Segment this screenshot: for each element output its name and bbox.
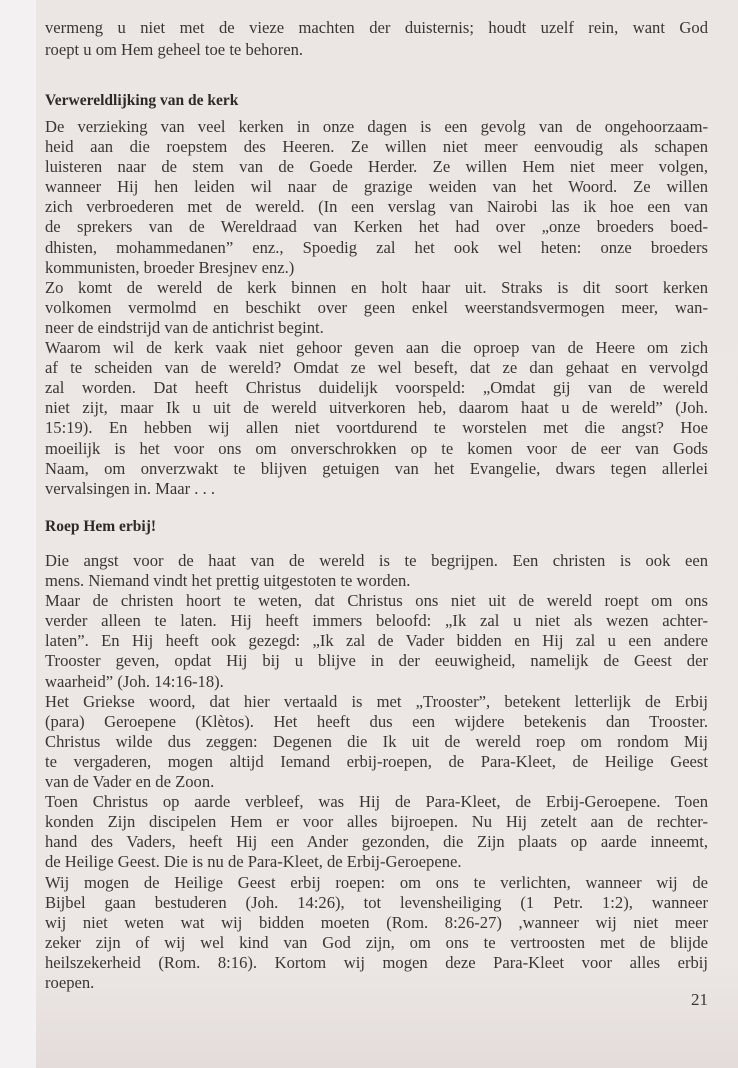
text-line: mens. Niemand vindt het prettig uitgestoten te worden. xyxy=(45,571,411,591)
text-line: Maar de christen hoort te weten, dat Christus ons niet uit de wereld roept om ons xyxy=(45,591,708,611)
text-line: laten”. En Hij heeft ook gezegd: „Ik zal de Vader bidden en Hij zal u een andere xyxy=(45,631,708,651)
paragraph xyxy=(45,792,708,872)
text-line: moeilijk is het voor ons om onverschrokken op te komen voor de eer van Gods xyxy=(45,438,708,458)
text-line: Trooster geven, opdat Hij bij u blijve in der eeuwigheid, namelijk de Geest der xyxy=(45,651,708,671)
text-line: roept u om Hem geheel toe te behoren. xyxy=(45,40,304,59)
text-line: vervalsingen in. Maar . . . xyxy=(45,478,216,498)
page-number: 21 xyxy=(691,990,708,1009)
text-line: Christus wilde dus zeggen: Degenen die Ik uit de wereld roep om rondom Mij xyxy=(45,731,708,751)
text-line: Wij mogen de Heilige Geest erbij roepen: om ons te verlichten, wanneer wij de xyxy=(45,872,708,892)
text-line: waarheid” (Joh. 14:16-18). xyxy=(45,671,224,691)
text-line: verder alleen te laten. Hij heeft immers beloofd: „Ik zal u niet als wezen achter- xyxy=(45,611,708,631)
text-line: zal worden. Dat heeft Christus duidelijk voorspeld: „Omdat gij van de wereld xyxy=(45,378,708,398)
text-line: De verzieking van veel kerken in onze dagen is een gevolg van de ongehoorzaam- xyxy=(45,117,708,136)
text-line: de sprekers van de Wereldraad van Kerken het had over „onze broeders boed- xyxy=(45,217,708,237)
text-line: Die angst voor de haat van de wereld is te begrijpen. Een christen is ook een xyxy=(45,551,708,570)
text-line: (para) Geroepene (Klètos). Het heeft dus een wijdere betekenis dan Trooster. xyxy=(45,711,708,731)
paragraph xyxy=(45,551,708,591)
text-line: roepen. xyxy=(45,972,95,992)
text-line: neer de eindstrijd van de antichrist begint. xyxy=(45,317,324,337)
text-line: Toen Christus op aarde verbleef, was Hij de Para-Kleet, de Erbij-Geroepene. Toen xyxy=(45,792,708,812)
text-line: dhisten, mohammedanen” enz., Spoedig zal het ook wel heten: onze broeders xyxy=(45,237,708,257)
text-line: te vergaderen, mogen altijd Iemand erbij-roepen, de Para-Kleet, de Heilige Geest xyxy=(45,751,708,771)
text-line: wanneer Hij hen leiden wil naar de grazige weiden van het Woord. Ze willen xyxy=(45,177,708,197)
text-line: niet zijt, maar Ik u uit de wereld uitverkoren heb, daarom haat u de wereld” (Joh. xyxy=(45,398,708,418)
paragraph xyxy=(45,278,708,338)
text-line: hand des Vaders, heeft Hij een Ander gezonden, die Zijn plaats op aarde inneemt, xyxy=(45,832,708,852)
text-line: van de Vader en de Zoon. xyxy=(45,772,215,792)
section-1-body xyxy=(45,117,708,499)
text-line: af te scheiden van de wereld? Omdat ze wel beseft, dat ze dan gehaat en vervolgd xyxy=(45,358,708,378)
text-line: Bijbel gaan bestuderen (Joh. 14:26), tot levensheiliging (1 Petr. 1:2), wanneer xyxy=(45,892,708,912)
text-line: volkomen vermolmd en beschikt over geen enkel weerstandsvermogen meer, wan- xyxy=(45,297,708,317)
paragraph xyxy=(45,591,708,691)
text-line: Het Griekse woord, dat hier vertaald is met „Trooster”, betekent letterlijk de Erbij xyxy=(45,691,708,711)
text-line: vermeng u niet met de vieze machten der duisternis; houdt uzelf rein, want God xyxy=(45,18,708,37)
text-line: 15:19). En hebben wij allen niet voortdurend te worstelen met die angst? Hoe xyxy=(45,418,708,438)
text-line: Zo komt de wereld de kerk binnen en holt haar uit. Straks is dit soort kerken xyxy=(45,277,708,297)
paragraph xyxy=(45,338,708,499)
text-line: Waarom wil de kerk vaak niet gehoor geven aan die oproep van de Heere om zich xyxy=(45,338,708,358)
intro-paragraph xyxy=(45,17,708,61)
text-line: heid aan die roepstem des Heeren. Ze willen niet meer eenvoudig als schapen xyxy=(45,137,708,157)
text-line: zeker zijn of wij wel kind van God zijn, om ons te vertroosten met de blijde xyxy=(45,932,708,952)
text-line: zich verbroederen met de wereld. (In een verslag van Nairobi las ik hoe een van xyxy=(45,197,708,217)
text-line: konden Zijn discipelen Hem er voor alles bijroepen. Nu Hij zetelt aan de rechter- xyxy=(45,812,708,832)
text-line: wij niet weten wat wij bidden moeten (Rom. 8:26-27) ,wanneer wij niet meer xyxy=(45,912,708,932)
paragraph xyxy=(45,873,708,994)
section-heading-roep-hem-erbij: Roep Hem erbij! xyxy=(45,518,157,535)
section-heading-verwereldlijking: Verwereldlijking van de kerk xyxy=(45,92,239,109)
text-line: Naam, om onverzwakt te blijven getuigen van het Evangelie, dwars tegen allerlei xyxy=(45,458,708,478)
text-line: kommunisten, broeder Bresjnev enz.) xyxy=(45,257,295,277)
paragraph xyxy=(45,692,708,792)
section-2-body xyxy=(45,551,708,993)
text-line: luisteren naar de stem van de Goede Herder. Ze willen Hem niet meer volgen, xyxy=(45,157,708,177)
text-line: heilszekerheid (Rom. 8:16). Kortom wij mogen deze Para-Kleet voor alles erbij xyxy=(45,952,708,972)
text-line: de Heilige Geest. Die is nu de Para-Kleet, de Erbij-Geroepene. xyxy=(45,852,462,872)
paragraph xyxy=(45,117,708,278)
